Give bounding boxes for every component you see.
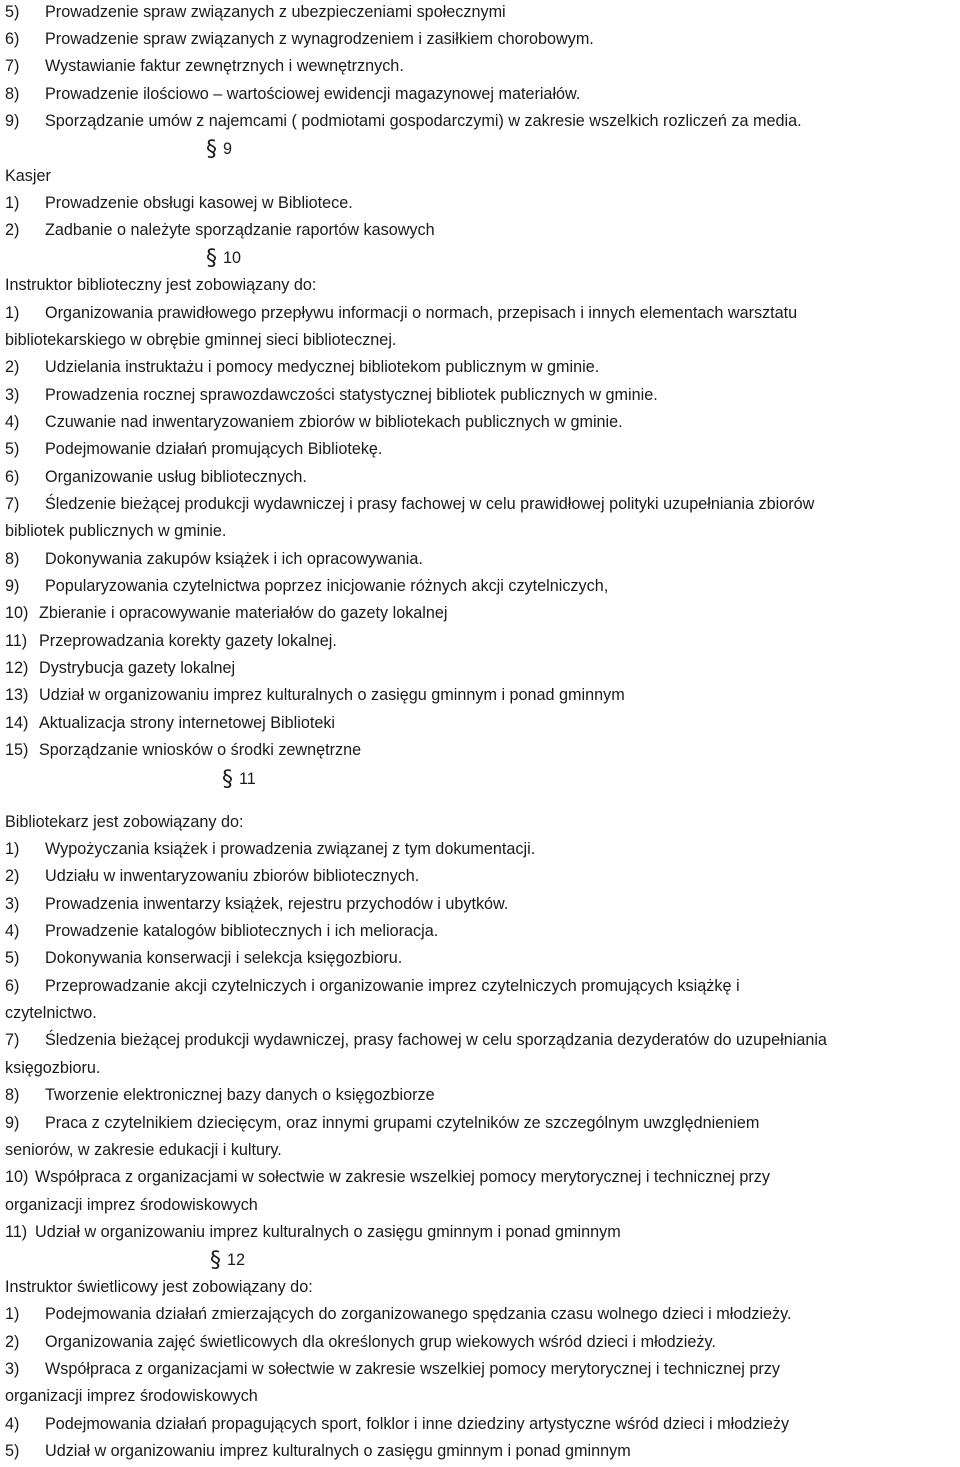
item-number: 3) [5, 386, 20, 404]
list-item [5, 1167, 770, 1187]
item-number: 1) [5, 1305, 20, 1323]
list-item [5, 29, 594, 49]
item-text: Prowadzenia rocznej sprawozdawczości statystycznej bibliotek publicznych w gminie. [45, 386, 658, 404]
item-number: 5) [5, 440, 20, 458]
list-item [5, 576, 608, 596]
item-text: Śledzenie bieżącej produkcji wydawniczej i prasy fachowej w celu prawidłowej polityki uzupełniania zbiorów [45, 495, 815, 513]
item-text: Zadbanie o należyte sporządzanie raportów kasowych [45, 221, 435, 239]
list-item-continuation: organizacji imprez środowiskowych [5, 1196, 258, 1214]
paragraph-symbol: § [206, 137, 217, 162]
item-number: 5) [5, 1442, 20, 1460]
list-item [5, 111, 802, 131]
item-number: 11) [5, 632, 28, 650]
list-item [5, 1414, 789, 1434]
item-number: 6) [5, 30, 20, 48]
item-text: Sporządzanie wniosków o środki zewnętrzne [39, 741, 362, 759]
list-item [5, 921, 438, 941]
list-item [5, 1113, 759, 1133]
list-item [5, 193, 353, 213]
list-item [5, 1030, 827, 1050]
section-heading: Instruktor świetlicowy jest zobowiązany do: [5, 1278, 313, 1296]
item-text: Prowadzenia inwentarzy książek, rejestru przychodów i ubytków. [45, 895, 509, 913]
list-item-continuation: bibliotek publicznych w gminie. [5, 522, 227, 540]
list-item [5, 549, 423, 569]
item-text: Udzielania instruktażu i pomocy medycznej bibliotekom publicznym w gminie. [45, 358, 600, 376]
item-number: 3) [5, 1360, 20, 1378]
item-number: 1) [5, 840, 20, 858]
item-number: 2) [5, 221, 20, 239]
list-item [5, 357, 599, 377]
section-number-9 [206, 139, 232, 160]
list-item-continuation: organizacji imprez środowiskowych [5, 1387, 258, 1405]
section-number: 9 [223, 140, 233, 158]
list-item [5, 1222, 621, 1242]
item-text: Podejmowanie działań promujących Bibliotekę. [45, 440, 383, 458]
item-text: Wypożyczania książek i prowadzenia związanej z tym dokumentacji. [45, 840, 536, 858]
item-text: Udział w organizowaniu imprez kulturalnych o zasięgu gminnym i ponad gminnym [35, 1223, 621, 1241]
item-number: 14) [5, 714, 29, 732]
item-text: Czuwanie nad inwentaryzowaniem zbiorów w bibliotekach publicznych w gminie. [45, 413, 623, 431]
item-text: Przeprowadzania korekty gazety lokalnej. [39, 632, 337, 650]
item-number: 12) [5, 659, 29, 677]
list-item [5, 84, 580, 104]
item-text: Organizowania zajęć świetlicowych dla określonych grup wiekowych wśród dzieci i młodzieży. [45, 1333, 716, 1351]
list-item-continuation: seniorów, w zakresie edukacji i kultury. [5, 1141, 282, 1159]
section-number: 11 [239, 770, 256, 788]
item-text: Podejmowania działań zmierzających do zorganizowanego spędzania czasu wolnego dzieci i młodzieży. [45, 1305, 792, 1323]
item-number: 4) [5, 922, 20, 940]
list-item [5, 894, 508, 914]
item-number: 9) [5, 112, 20, 130]
item-number: 10) [5, 604, 29, 622]
item-number: 3) [5, 895, 20, 913]
item-number: 13) [5, 686, 29, 704]
item-number: 7) [5, 1031, 20, 1049]
list-item-continuation: księgozbioru. [5, 1059, 101, 1077]
item-text: Prowadzenie spraw związanych z ubezpieczeniami społecznymi [45, 3, 506, 21]
item-text: Tworzenie elektronicznej bazy danych o księgozbiorze [45, 1086, 435, 1104]
list-item [5, 467, 307, 487]
paragraph-symbol: § [206, 246, 217, 271]
item-number: 7) [5, 57, 20, 75]
item-number: 4) [5, 413, 20, 431]
list-item [5, 220, 435, 240]
item-text: Dokonywania zakupów książek i ich opracowywania. [45, 550, 423, 568]
list-item-continuation: czytelnictwo. [5, 1004, 97, 1022]
list-item [5, 1085, 435, 1105]
item-text: Praca z czytelnikiem dziecięcym, oraz innymi grupami czytelników ze szczególnym uwzględnieniem [45, 1114, 760, 1132]
section-number-12 [210, 1250, 245, 1271]
list-item [5, 1332, 716, 1352]
item-number: 8) [5, 550, 20, 568]
item-text: Śledzenia bieżącej produkcji wydawniczej, prasy fachowej w celu sporządzania dezyderatów do uzupełniania [45, 1031, 827, 1049]
list-item [5, 948, 402, 968]
item-text: Współpraca z organizacjami w sołectwie w zakresie wszelkiej pomocy merytorycznej i technicznej przy [35, 1168, 770, 1186]
list-item [5, 713, 335, 733]
item-text: Popularyzowania czytelnictwa poprzez inicjowanie różnych akcji czytelniczych, [45, 577, 609, 595]
list-item-continuation: bibliotekarskiego w obrębie gminnej sieci bibliotecznej. [5, 331, 397, 349]
item-text: Organizowanie usług bibliotecznych. [45, 468, 307, 486]
section-heading: Instruktor biblioteczny jest zobowiązany do: [5, 276, 317, 294]
list-item [5, 976, 740, 996]
item-number: 2) [5, 358, 20, 376]
item-number: 11) [5, 1223, 28, 1241]
item-text: Aktualizacja strony internetowej Biblioteki [39, 714, 336, 732]
list-item [5, 303, 797, 323]
item-text: Dystrybucja gazety lokalnej [39, 659, 236, 677]
section-number-11 [222, 769, 256, 790]
item-text: Sporządzanie umów z najemcami ( podmiotami gospodarczymi) w zakresie wszelkich rozliczeń za media. [45, 112, 802, 130]
item-text: Zbieranie i opracowywanie materiałów do gazety lokalnej [39, 604, 448, 622]
item-text: Prowadzenie obsługi kasowej w Bibliotece. [45, 194, 353, 212]
list-item [5, 412, 623, 432]
item-number: 4) [5, 1415, 20, 1433]
item-number: 2) [5, 1333, 20, 1351]
item-text: Prowadzenie ilościowo – wartościowej ewidencji magazynowej materiałów. [45, 85, 581, 103]
item-text: Podejmowania działań propagujących sport, folklor i inne dziedziny artystyczne wśród dzieci i młodzieży [45, 1415, 790, 1433]
item-text: Prowadzenie spraw związanych z wynagrodzeniem i zasiłkiem chorobowym. [45, 30, 594, 48]
item-number: 15) [5, 741, 29, 759]
item-text: Dokonywania konserwacji i selekcja księgozbioru. [45, 949, 403, 967]
item-text: Współpraca z organizacjami w sołectwie w zakresie wszelkiej pomocy merytorycznej i technicznej przy [45, 1360, 780, 1378]
item-text: Udział w organizowaniu imprez kulturalnych o zasięgu gminnym i ponad gminnym [45, 1442, 631, 1460]
list-item [5, 631, 337, 651]
section-number: 12 [227, 1251, 246, 1269]
list-item [5, 2, 506, 22]
list-item [5, 839, 535, 859]
list-item [5, 603, 448, 623]
list-item [5, 494, 814, 514]
list-item [5, 658, 235, 678]
list-item [5, 1304, 792, 1324]
paragraph-symbol: § [222, 767, 233, 792]
item-number: 7) [5, 495, 20, 513]
item-number: 10) [5, 1168, 29, 1186]
list-item [5, 439, 382, 459]
item-number: 2) [5, 867, 20, 885]
list-item [5, 866, 419, 886]
item-number: 1) [5, 194, 20, 212]
list-item [5, 740, 361, 760]
item-number: 6) [5, 977, 20, 995]
item-text: Organizowania prawidłowego przepływu informacji o normach, przepisach i innych elementach warsztatu [45, 304, 798, 322]
item-text: Prowadzenie katalogów bibliotecznych i ich melioracja. [45, 922, 439, 940]
item-text: Udział w organizowaniu imprez kulturalnych o zasięgu gminnym i ponad gminnym [39, 686, 625, 704]
item-number: 9) [5, 577, 20, 595]
list-item [5, 685, 625, 705]
list-item [5, 385, 658, 405]
item-number: 8) [5, 1086, 20, 1104]
item-number: 1) [5, 304, 20, 322]
item-number: 5) [5, 3, 20, 21]
item-number: 5) [5, 949, 20, 967]
list-item [5, 1441, 631, 1461]
paragraph-symbol: § [210, 1248, 221, 1273]
item-text: Przeprowadzanie akcji czytelniczych i organizowanie imprez czytelniczych promujących książkę i [45, 977, 740, 995]
list-item [5, 1359, 780, 1379]
section-number-10 [206, 248, 241, 269]
item-number: 8) [5, 85, 20, 103]
item-number: 9) [5, 1114, 20, 1132]
item-text: Udziału w inwentaryzowaniu zbiorów bibliotecznych. [45, 867, 420, 885]
section-number: 10 [223, 249, 242, 267]
item-text: Wystawianie faktur zewnętrznych i wewnętrznych. [45, 57, 404, 75]
section-heading: Bibliotekarz jest zobowiązany do: [5, 813, 244, 831]
list-item [5, 56, 404, 76]
section-heading: Kasjer [5, 167, 51, 185]
item-number: 6) [5, 468, 20, 486]
